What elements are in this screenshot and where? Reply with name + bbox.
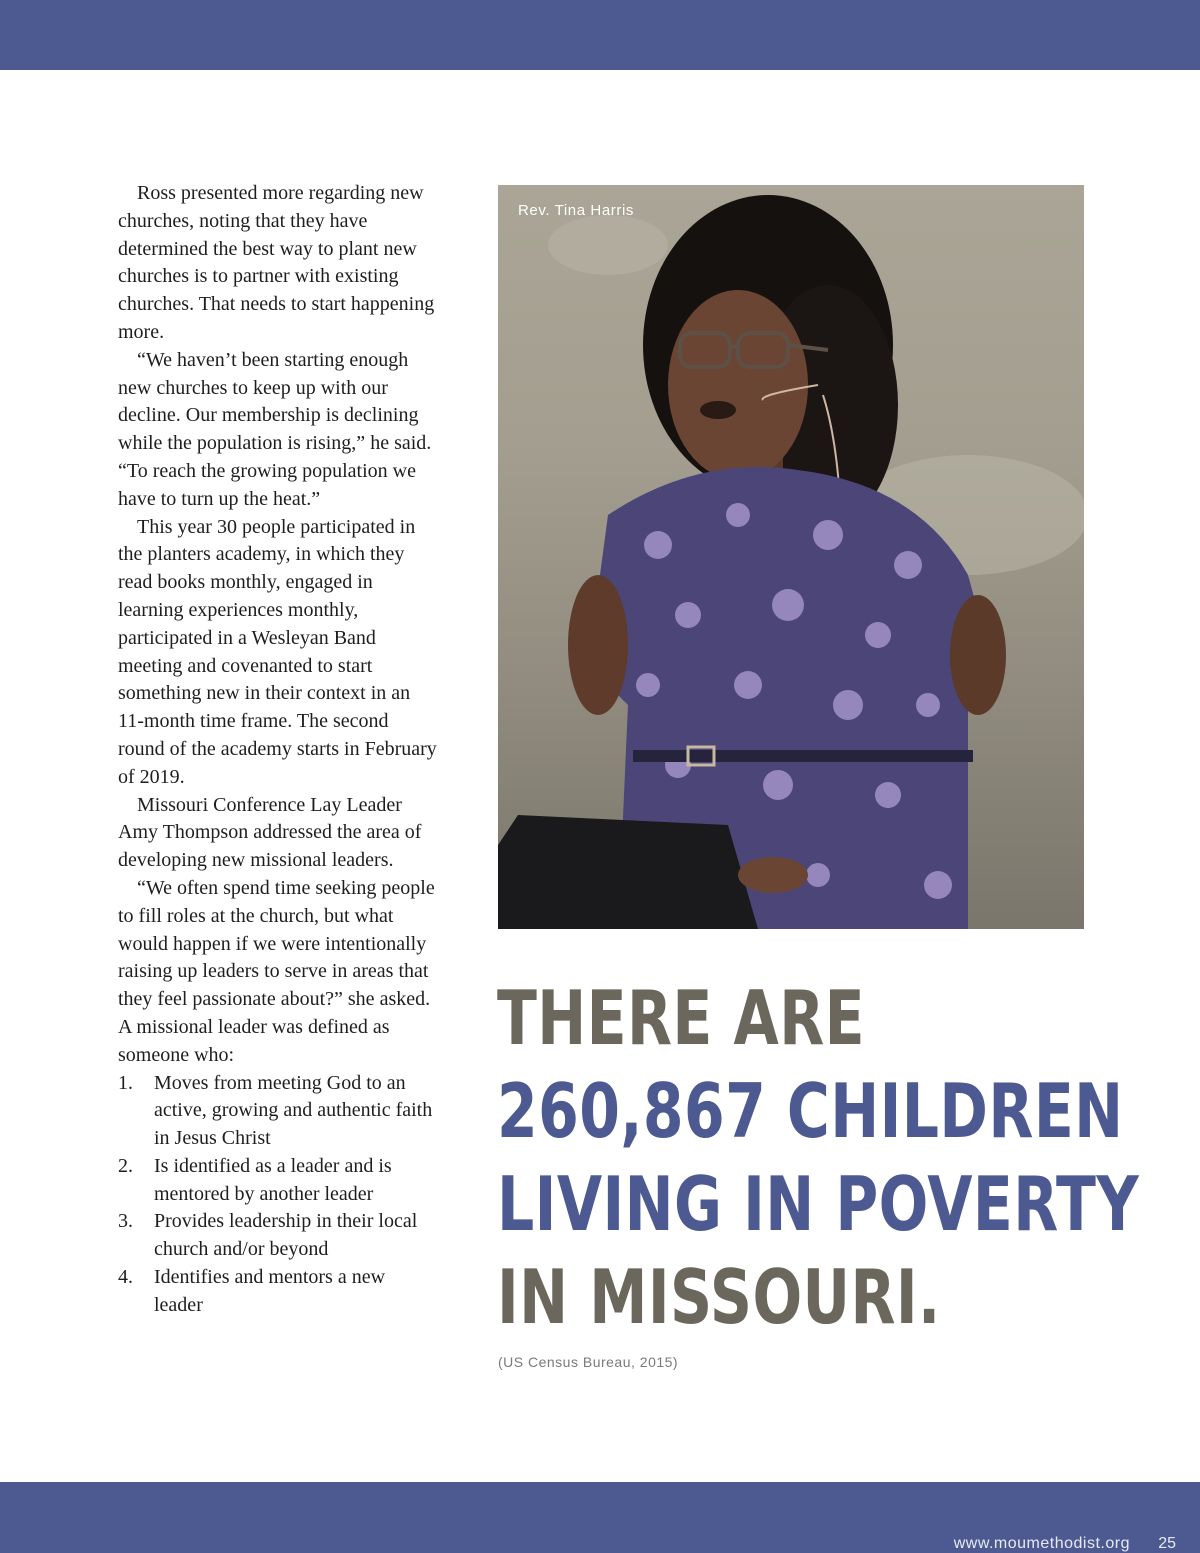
top-color-band <box>0 0 1200 70</box>
list-number: 3. <box>118 1210 133 1233</box>
page-number: 25 <box>1158 1535 1176 1552</box>
missional-leader-list <box>118 1070 438 1320</box>
list-item <box>118 1208 438 1264</box>
body-text-column <box>118 180 438 1320</box>
paragraph: Ross presented more regarding new churches, noting that they have determined the best way to plant new churches is to partner with existing churches. That needs to start happening more. <box>118 182 435 343</box>
speaker-illustration <box>498 185 1084 929</box>
paragraph: Missouri Conference Lay Leader Amy Thompson addressed the area of developing new missional leaders. <box>118 793 422 872</box>
footer-website: www.moumethodist.org <box>953 1535 1130 1552</box>
list-number: 1. <box>118 1071 133 1094</box>
photo-caption: Rev. Tina Harris <box>518 202 635 219</box>
paragraph: “We often spend time seeking people to fill roles at the church, but what would happen if we were intentionally raising up leaders to serve in areas that they feel passionate about?” she asked. A missional leader was defined as someone who: <box>118 876 435 1066</box>
list-number: 2. <box>118 1154 133 1177</box>
list-number: 4. <box>118 1266 133 1289</box>
paragraph: “We haven’t been starting enough new churches to keep up with our decline. Our membership is declining while the population is rising,” he said. “To reach the growing population we have to turn up the heat.” <box>118 348 432 510</box>
headline-line: IN MISSOURI. <box>497 1253 941 1341</box>
pull-quote-headline <box>497 972 1140 1344</box>
list-item <box>118 1070 438 1153</box>
list-item-text: Is identified as a leader and is mentored by another leader <box>154 1154 392 1205</box>
speaker-photo <box>498 185 1084 929</box>
headline-line: LIVING IN POVERTY <box>497 1160 1140 1248</box>
list-item-text: Identifies and mentors a new leader <box>154 1266 386 1316</box>
list-item-text: Moves from meeting God to an active, growing and authentic faith in Jesus Christ <box>154 1071 433 1150</box>
headline-line: 260,867 CHILDREN <box>497 1067 1124 1155</box>
list-item <box>118 1153 438 1209</box>
headline-line: THERE ARE <box>497 974 866 1062</box>
source-citation: (US Census Bureau, 2015) <box>498 1354 679 1370</box>
list-item <box>118 1264 438 1320</box>
paragraph: This year 30 people participated in the planters academy, in which they read books monthly, engaged in learning experiences monthly, participated in a Wesleyan Band meeting and covenanted to start something new in their context in an 11-month time frame. The second round of the academy starts in February of 2019. <box>118 515 437 788</box>
list-item-text: Provides leadership in their local church and/or beyond <box>154 1210 418 1261</box>
